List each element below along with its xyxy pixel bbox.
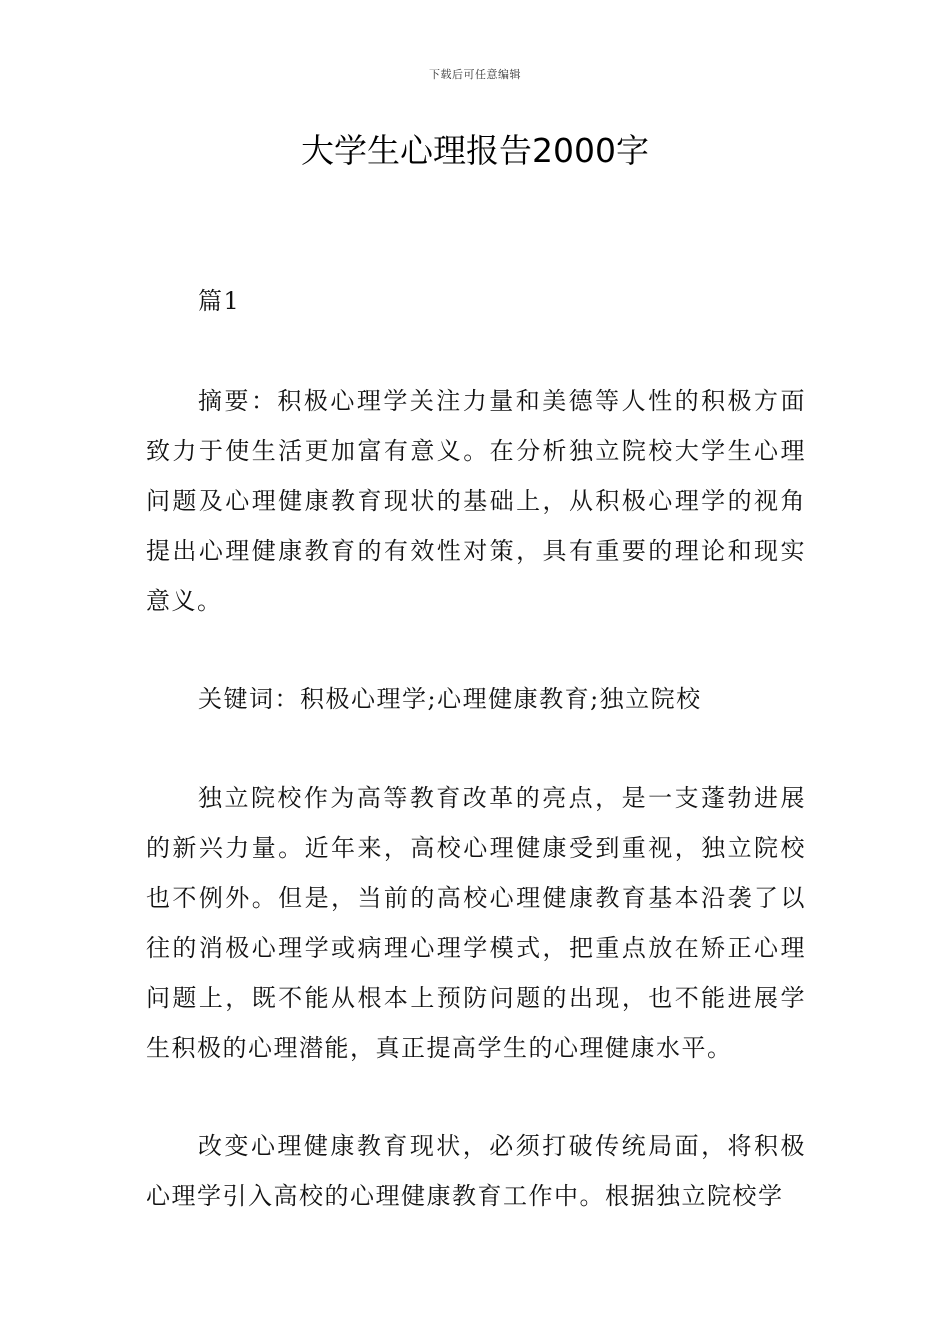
body-paragraph-1: 独立院校作为高等教育改革的亮点，是一支蓬勃进展的新兴力量。近年来，高校心理健康受到重视，独立院校也不例外。但是，当前的高校心理健康教育基本沿袭了以往的消极心理学或病理心理学模式，把重点放在矫正心理问题上，既不能从根本上预防问题的出现，也不能进展学生积极的心理潜能，真正提高学生的心理健康水平。 xyxy=(146,784,806,1062)
section-label: 篇1 xyxy=(198,287,241,315)
abstract-paragraph: 摘要：积极心理学关注力量和美德等人性的积极方面致力于使生活更加富有意义。在分析独立院校大学生心理问题及心理健康教育现状的基础上，从积极心理学的视角提出心理健康教育的有效性对策，具有重要的理论和现实意义。 xyxy=(146,387,806,615)
document-title: 大学生心理报告2000字 xyxy=(301,131,649,170)
header-note: 下载后可任意编辑 xyxy=(429,68,521,81)
keywords-paragraph: 关键词：积极心理学;心理健康教育;独立院校 xyxy=(198,685,702,713)
body-paragraph-2: 改变心理健康教育现状，必须打破传统局面，将积极心理学引入高校的心理健康教育工作中。根据独立院校学 xyxy=(146,1132,806,1210)
